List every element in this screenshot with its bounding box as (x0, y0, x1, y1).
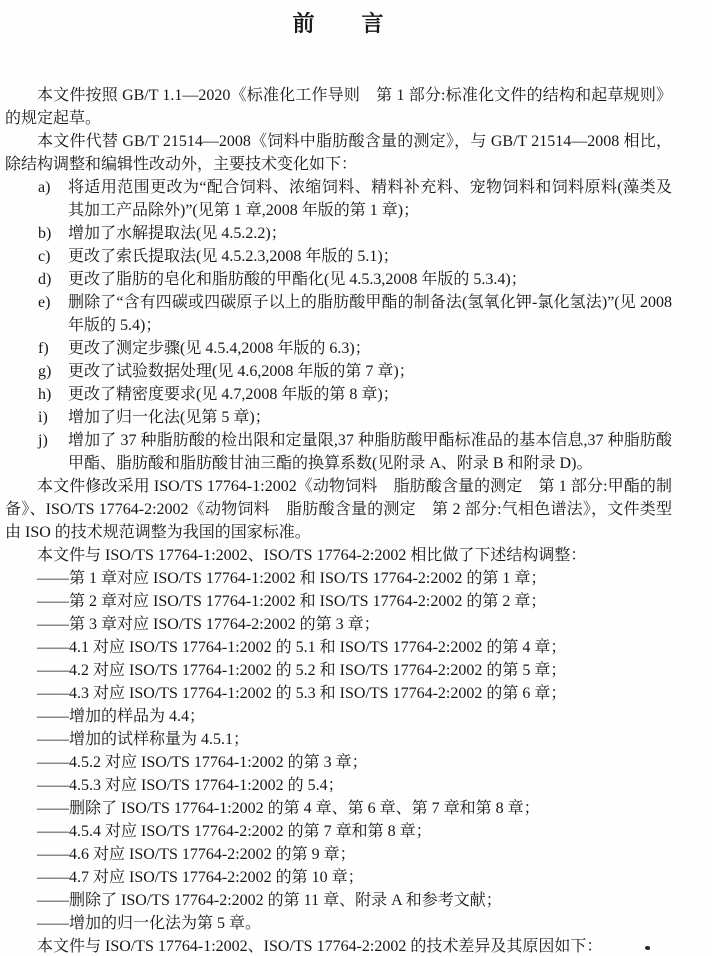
list-item-label: e) (38, 294, 51, 311)
list-item-text: 更改了试验数据处理(见 4.6,2008 年版的第 7 章)； (68, 363, 415, 380)
list-item-text: 更改了测定步骤(见 4.5.4,2008 年版的 6.3)； (68, 340, 371, 357)
list-item (5, 268, 672, 291)
list-item (5, 222, 672, 245)
list-item-text: 增加了水解提取法(见 4.5.2.2)； (68, 225, 287, 242)
dash-item: ——4.2 对应 ISO/TS 17764-1:2002 的 5.2 和 ISO/TS 17764-2:2002 的第 5 章； (37, 662, 567, 679)
list-item (5, 337, 672, 360)
dash-item: ——4.7 对应 ISO/TS 17764-2:2002 的第 10 章； (37, 869, 364, 886)
list-item-label: a) (38, 179, 51, 196)
paragraph: 本文件与 ISO/TS 17764-1:2002、ISO/TS 17764-2:2002 相比做了下述结构调整： (37, 547, 587, 564)
dash-item: ——4.1 对应 ISO/TS 17764-1:2002 的 5.1 和 ISO/TS 17764-2:2002 的第 4 章； (37, 639, 567, 656)
list-item-label: h) (38, 386, 52, 403)
list-item-text: 更改了索氏提取法(见 4.5.2.3,2008 年版的 5.1)； (68, 248, 399, 265)
dash-item: ——第 1 章对应 ISO/TS 17764-1:2002 和 ISO/TS 17764-2:2002 的第 1 章； (37, 570, 547, 587)
list-item-text: 删除了“含有四碳或四碳原子以上的脂肪酸甲酯的制备法(氢氧化钾-氯化氢法)”(见 2008 年版的 5.4)； (68, 294, 672, 334)
dash-item: ——删除了 ISO/TS 17764-1:2002 的第 4 章、第 6 章、第 7 章和第 8 章； (37, 800, 540, 817)
list-item (5, 291, 672, 337)
list-item (5, 360, 672, 383)
list-item-label: c) (38, 248, 51, 265)
page-title: 前 言 (292, 11, 385, 36)
dash-item: ——4.5.2 对应 ISO/TS 17764-1:2002 的第 3 章； (37, 754, 368, 771)
document-body (5, 84, 672, 956)
list-item-label: j) (38, 432, 48, 449)
dash-item: ——4.5.4 对应 ISO/TS 17764-2:2002 的第 7 章和第 8 章； (37, 823, 432, 840)
list-item (5, 429, 672, 475)
ink-speck (645, 946, 650, 950)
paragraph: 本文件按照 GB/T 1.1—2020《标准化工作导则 第 1 部分:标准化文件的结构和起草规则》的规定起草。 (5, 87, 672, 127)
dash-item: ——删除了 ISO/TS 17764-2:2002 的第 11 章、附录 A 和参考文献； (37, 892, 502, 909)
paragraph: 本文件与 ISO/TS 17764-1:2002、ISO/TS 17764-2:2002 的技术差异及其原因如下： (37, 938, 603, 955)
list-item (5, 383, 672, 406)
list-item-text: 增加了 37 种脂肪酸的检出限和定量限,37 种脂肪酸甲酯标准品的基本信息,37 种脂肪酸甲酯、脂肪酸和脂肪酸甘油三酯的换算系数(见附录 A、附录 B 和附录 D)。 (68, 432, 672, 472)
page-content (5, 0, 672, 956)
dash-item: ——4.5.3 对应 ISO/TS 17764-1:2002 的 5.4； (37, 777, 344, 794)
paragraph: 本文件修改采用 ISO/TS 17764-1:2002《动物饲料 脂肪酸含量的测定 第 1 部分:甲酯的制备》、ISO/TS 17764-2:2002《动物饲料 脂肪酸含量的测定 第 2 部分:气相色谱法》，文件类型由 ISO 的技术规范调整为我国的国家标准。 (5, 478, 672, 541)
dash-item: ——4.3 对应 ISO/TS 17764-1:2002 的 5.3 和 ISO/TS 17764-2:2002 的第 6 章； (37, 685, 567, 702)
list-item-text: 更改了精密度要求(见 4.7,2008 年版的第 8 章)； (68, 386, 399, 403)
dash-item: ——增加的归一化法为第 5 章。 (37, 915, 262, 932)
list-item-label: d) (38, 271, 52, 288)
dash-item: ——第 3 章对应 ISO/TS 17764-2:2002 的第 3 章； (37, 616, 380, 633)
list-item-label: i) (38, 409, 48, 426)
list-item-text: 增加了归一化法(见第 5 章)； (68, 409, 271, 426)
dash-item: ——增加的样品为 4.4； (37, 708, 206, 725)
list-item (5, 406, 672, 429)
list-item-label: f) (38, 340, 49, 357)
dash-item: ——增加的试样称量为 4.5.1； (37, 731, 250, 748)
paragraph: 本文件代替 GB/T 21514—2008《饲料中脂肪酸含量的测定》，与 GB/T 21514—2008 相比，除结构调整和编辑性改动外，主要技术变化如下： (5, 133, 672, 173)
list-item-text: 更改了脂肪的皂化和脂肪酸的甲酯化(见 4.5.3,2008 年版的 5.3.4)； (68, 271, 527, 288)
list-item (5, 245, 672, 268)
dash-item: ——4.6 对应 ISO/TS 17764-2:2002 的第 9 章； (37, 846, 356, 863)
list-item-label: g) (38, 363, 52, 380)
list-item-label: b) (38, 225, 52, 242)
list-item (5, 176, 672, 222)
list-item-text: 将适用范围更改为“配合饲料、浓缩饲料、精料补充料、宠物饲料和饲料原料(藻类及其加工产品除外)”(见第 1 章,2008 年版的第 1 章)； (68, 179, 672, 219)
dash-item: ——第 2 章对应 ISO/TS 17764-1:2002 和 ISO/TS 17764-2:2002 的第 2 章； (37, 593, 547, 610)
